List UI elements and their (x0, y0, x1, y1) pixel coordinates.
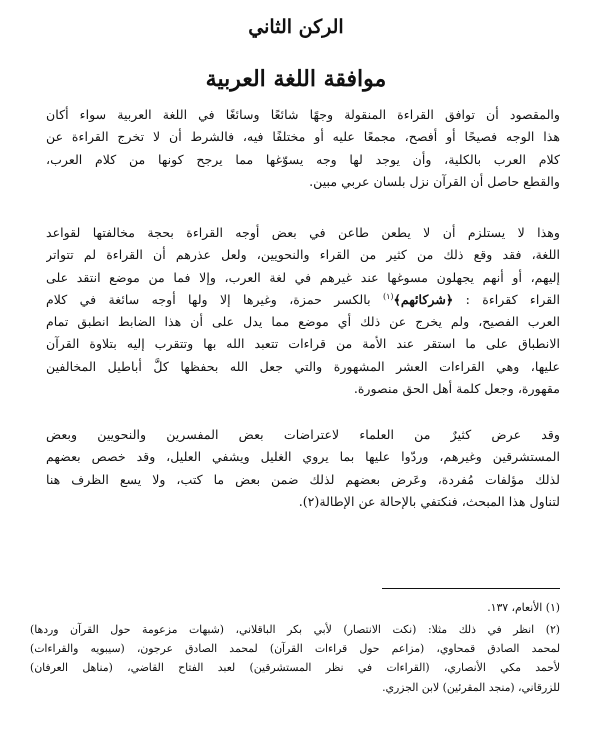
footnote-1 (30, 598, 560, 617)
text-line: لتناول هذا المبحث، فنكتفي بالإحالة عن الإطالة(٢). (298, 493, 560, 509)
footnote-line: لمحمد الصادق قمحاوي، (مزاعم حول قراءات القرآن) لمحمد الصادق عرجون، (سيبويه والقراءات) (30, 642, 560, 656)
footnote-line: للزرقاني، (منجد المقرئين) لابن الجزري. (382, 680, 560, 694)
line-prefix: القراء كقراءة : (465, 291, 560, 307)
footnote-2 (30, 620, 560, 697)
footnote-ref: (١) (382, 291, 394, 301)
text-line: إليهم، أو أنهم يجهلون مسوغها عند غيرهم في لغة العرب، وإلا فما من موضع انتقد على (46, 269, 560, 285)
paragraph-1 (46, 104, 560, 193)
footnote-line: (١) الأنعام، ١٣٧. (487, 601, 560, 614)
text-line: لذلك مؤلفات مُفردة، وعَرض بعضهم لذلك ضمن بعض ما كتب، ولا يسع الظرف هنا (46, 471, 560, 487)
footnote-line: لأحمد مكي الأنصاري، (القراءات في نظر المستشرقين) لعبد الفتاح القاضي، (مناهل العرفان) (30, 661, 560, 675)
text-line: وقد عرض كثيرٌ من العلماء لاعتراضات بعض المفسرين والنحويين وبعض (46, 427, 560, 442)
paragraph-3 (46, 424, 560, 513)
text-line: اللغة، فقد وقع ذلك من كثير من القراء والنحويين، ولعل عذرهم أن القراءة لم تتواتر (46, 247, 560, 263)
text-line: الانطباق على ما استقر عند الأمة من قراءات تتعبد الله بها وتتقرب إليه بتلاوة القرآن (46, 336, 560, 352)
text-line: وهذا لا يستلزم أن لا يطعن طاعن في بعض أوجه القراءة بحجة مخالفتها لقواعد (46, 225, 560, 240)
section-title: موافقة اللغة العربية (205, 66, 387, 92)
text-line-with-quote (46, 289, 560, 311)
text-line: عليها، وهي القراءات العشر المشهورة والتي جعل الله بحفظها كلَّ أباطيل المخالفين (46, 358, 560, 374)
text-line: مقهورة، وجعل كلمة أهل الحق منصورة. (353, 381, 560, 397)
text-line: والقطع حاصل أن القرآن نزل بلسان عربي مبين. (309, 173, 560, 189)
text-line: والمقصود أن توافق القراءة المنقولة وجهًا شائعًا وسائغًا في اللغة العربية سواء أكان (46, 107, 560, 122)
text-line: هذا الوجه فصيحًا أو أفصح، مجمعًا عليه أو مختلفًا فيه، فالشرط أن لا تخرج القراءة عن (46, 129, 560, 145)
chapter-title: الركن الثاني (248, 16, 344, 38)
text-line: العرب الفصيح، ولم يخرج عن ذلك أي موضع مما يدل على أن هذا الضابط انطبق تمام (46, 314, 560, 330)
text-line: كلام العرب بالكلية، وأن يوجد لها وجه يسوّغها مما يرجح كونها من كلام العرب، (46, 151, 560, 167)
text-line: المستشرقين وغيرهم، وردّوا عليها بما يروي الغليل ويشفي العليل، وقد خصص بعضهم (46, 449, 560, 465)
footnote-divider (382, 588, 560, 589)
line-rest: بالكسر حمزة، وغيرها إلا ولها أوجه سائغة في كلام (46, 291, 371, 307)
footnote-line: (٢) انظر في ذلك مثلا: (نكت الانتصار) لأبي بكر الباقلاني، (شبهات مزعومة حول القرآن وردها) (30, 623, 560, 636)
paragraph-2 (46, 222, 560, 400)
quranic-word: ﴿شركائهم﴾ (393, 291, 454, 307)
